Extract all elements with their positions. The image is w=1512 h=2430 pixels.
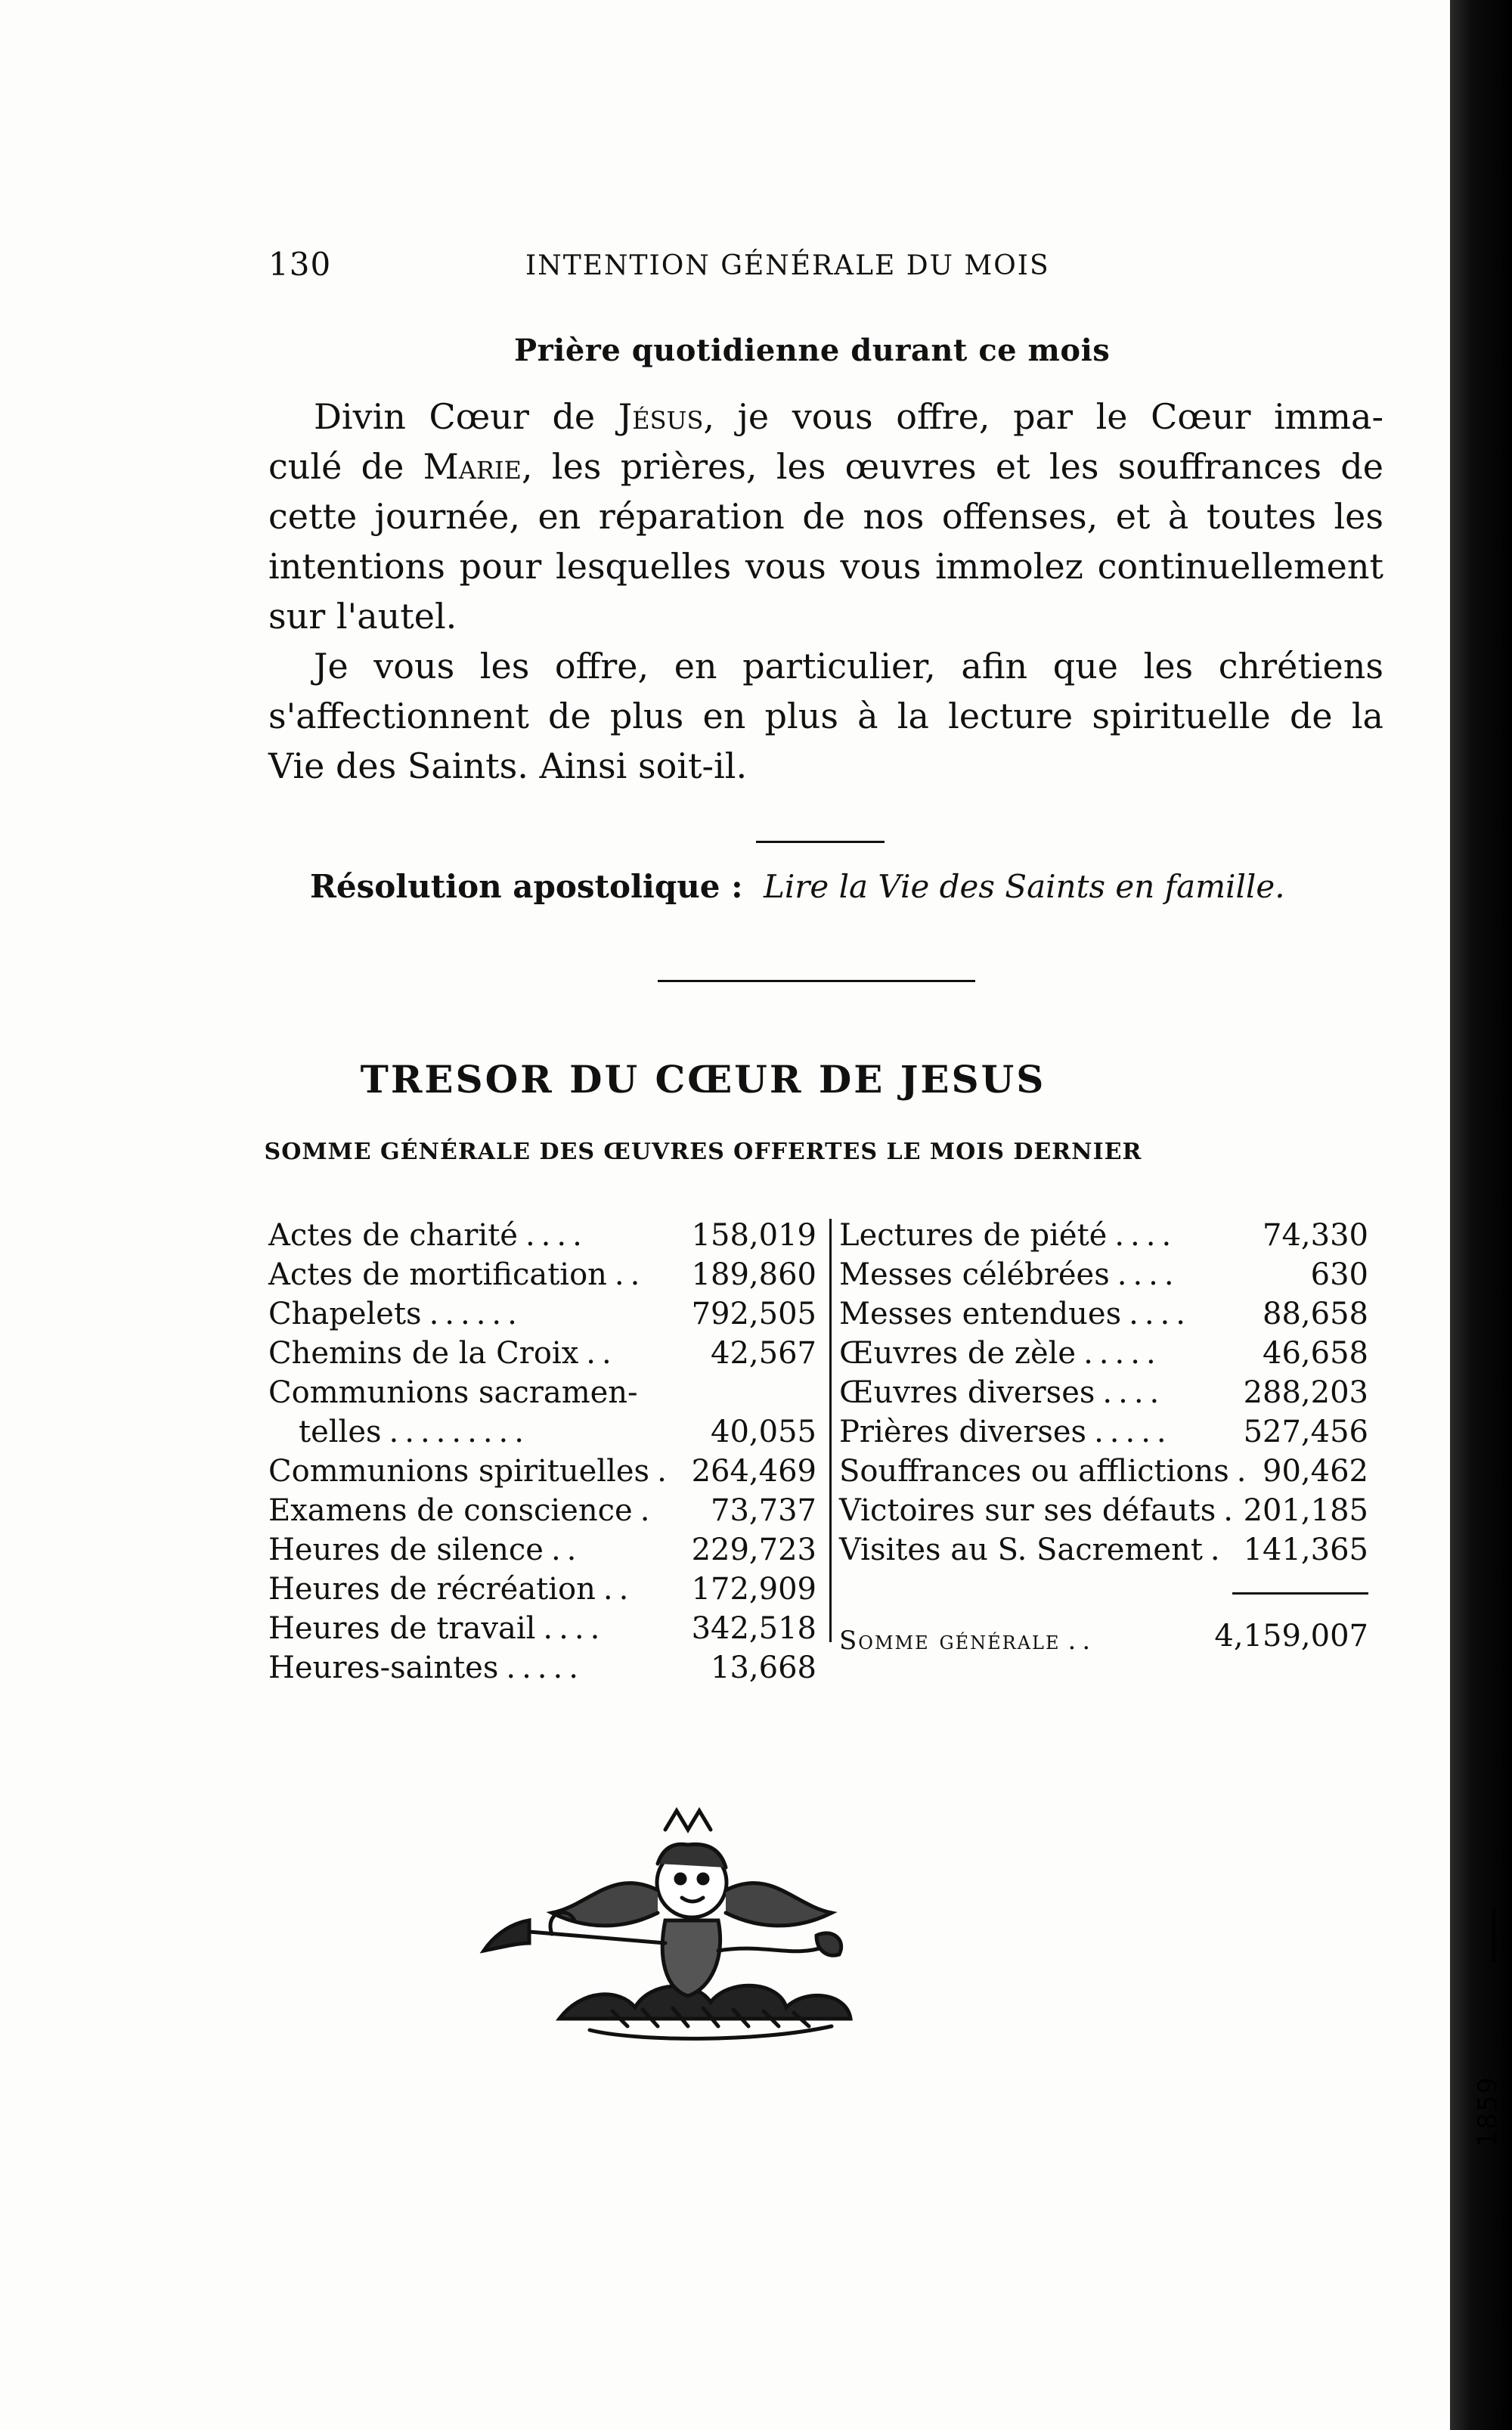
leader-dots: ....	[1102, 1375, 1166, 1410]
resolution-label: Résolution apostolique :	[310, 868, 743, 905]
row-value: 40,055	[711, 1415, 816, 1449]
row-label: Heures de travail ....	[268, 1611, 606, 1646]
row-label: Heures de récréation ..	[268, 1572, 635, 1607]
row-value: 73,737	[711, 1493, 816, 1528]
table-row	[268, 1334, 824, 1373]
table-row	[839, 1255, 1368, 1294]
cherub-vignette	[438, 1799, 968, 2049]
row-value: 527,456	[1243, 1415, 1368, 1449]
row-value: 264,469	[691, 1454, 816, 1489]
table-row	[268, 1216, 824, 1255]
leader-dots: .....	[506, 1650, 584, 1685]
leader-dots: .....	[1083, 1336, 1162, 1371]
leader-dots: ......	[429, 1297, 523, 1331]
prayer-line: Divin Cœur de Jésus, je vous offre, par le Cœur imma-	[314, 396, 1384, 437]
running-title: INTENTION GÉNÉRALE DU MOIS	[525, 250, 1050, 281]
row-value: 42,567	[711, 1336, 816, 1371]
total-rule	[839, 1570, 1368, 1609]
table-row	[839, 1294, 1368, 1334]
edge-mark: 1859	[1473, 2075, 1503, 2147]
row-value: 74,330	[1263, 1218, 1368, 1253]
row-value: 158,019	[691, 1218, 816, 1253]
works-table-left	[268, 1216, 824, 1688]
leader-dots: ....	[1114, 1218, 1178, 1253]
row-value: 342,518	[691, 1611, 816, 1646]
row-label: Chapelets ......	[268, 1297, 523, 1331]
row-label: Communions sacramen-	[268, 1375, 638, 1410]
prayer-line: cette journée, en réparation de nos offenses, et à toutes les	[268, 496, 1383, 537]
row-label: Messes entendues ....	[839, 1297, 1191, 1331]
prayer-line: sur l'autel.	[268, 596, 457, 637]
row-value: 46,658	[1263, 1336, 1368, 1371]
leader-dots: .	[640, 1493, 656, 1528]
table-row	[839, 1334, 1368, 1373]
prayer-line: Je vous les offre, en particulier, afin que les chrétiens	[314, 646, 1383, 687]
row-label: Actes de mortification ..	[268, 1257, 646, 1292]
leader-dots: ..	[586, 1336, 618, 1371]
table-row	[268, 1255, 824, 1294]
table-row	[839, 1452, 1368, 1491]
table-row	[268, 1373, 824, 1412]
row-value: 172,909	[691, 1572, 816, 1607]
treasure-title: TRESOR DU CŒUR DE JESUS	[360, 1057, 1046, 1102]
row-label: Heures de silence ..	[268, 1533, 583, 1567]
row-label: Victoires sur ses défauts .	[839, 1493, 1239, 1528]
page-number: 130	[268, 246, 332, 283]
table-row	[268, 1294, 824, 1334]
leader-dots: .	[1236, 1454, 1253, 1489]
treasure-subtitle: SOMME GÉNÉRALE DES ŒUVRES OFFERTES LE MOIS DERNIER	[264, 1139, 1142, 1165]
leader-dots: ..	[614, 1257, 646, 1292]
row-label: Heures-saintes .....	[268, 1650, 584, 1685]
table-row	[839, 1373, 1368, 1412]
row-label: Somme générale ..	[839, 1626, 1097, 1656]
prayer-line: culé de Marie, les prières, les œuvres et les souffrances de	[268, 446, 1383, 487]
resolution-text: Lire la Vie des Saints en famille.	[763, 868, 1285, 905]
edge-mark-bar	[1492, 1909, 1495, 1962]
leader-dots: .....	[1094, 1415, 1173, 1449]
table-row	[839, 1216, 1368, 1255]
row-value: 90,462	[1263, 1454, 1368, 1489]
row-value: 792,505	[691, 1297, 816, 1331]
leader-dots: ....	[1117, 1257, 1180, 1292]
row-value: 141,365	[1243, 1533, 1368, 1567]
works-table-right	[839, 1216, 1368, 1656]
row-value: 630	[1310, 1257, 1368, 1292]
row-label: Prières diverses .....	[839, 1415, 1173, 1449]
row-label: telles .........	[299, 1415, 530, 1449]
row-label: Œuvres de zèle .....	[839, 1336, 1162, 1371]
table-row	[839, 1412, 1368, 1452]
row-value: 189,860	[691, 1257, 816, 1292]
row-value: 88,658	[1263, 1297, 1368, 1331]
leader-dots: ....	[1129, 1297, 1191, 1331]
prayer-heading: Prière quotidienne durant ce mois	[514, 333, 1111, 368]
row-value: 4,159,007	[1214, 1619, 1368, 1654]
row-value: 288,203	[1243, 1375, 1368, 1410]
row-label: Messes célébrées ....	[839, 1257, 1180, 1292]
prayer-line: Vie des Saints. Ainsi soit-il.	[268, 745, 748, 786]
prayer-paragraph-2	[268, 641, 1383, 791]
leader-dots: .	[1223, 1493, 1239, 1528]
row-label: Œuvres diverses ....	[839, 1375, 1166, 1410]
table-row	[268, 1530, 824, 1570]
table-row	[268, 1412, 824, 1452]
row-value: 229,723	[691, 1533, 816, 1567]
row-label: Communions spirituelles .	[268, 1454, 673, 1489]
resolution	[310, 868, 1285, 905]
leader-dots: .	[1210, 1533, 1226, 1567]
table-row	[268, 1570, 824, 1609]
column-divider	[829, 1219, 832, 1642]
row-label: Actes de charité ....	[268, 1218, 588, 1253]
leader-dots: ..	[1067, 1626, 1097, 1656]
row-label: Visites au S. Sacrement .	[839, 1533, 1226, 1567]
prayer-paragraph-1	[268, 392, 1383, 641]
leader-dots: ....	[525, 1218, 588, 1253]
row-value: 201,185	[1243, 1493, 1368, 1528]
divider-rule	[756, 841, 885, 843]
leader-dots: .........	[389, 1415, 530, 1449]
leader-dots: .	[657, 1454, 673, 1489]
row-label: Examens de conscience .	[268, 1493, 656, 1528]
table-row	[268, 1648, 824, 1688]
table-row	[839, 1530, 1368, 1570]
prayer-line: intentions pour lesquelles vous vous immolez continuellement	[268, 546, 1383, 587]
table-row	[268, 1452, 824, 1491]
row-label: Chemins de la Croix ..	[268, 1336, 618, 1371]
row-value: 13,668	[711, 1650, 816, 1685]
leader-dots: ..	[603, 1572, 635, 1607]
row-label: Souffrances ou afflictions .	[839, 1454, 1253, 1489]
table-row	[839, 1609, 1368, 1656]
leader-dots: ..	[550, 1533, 583, 1567]
section-rule	[658, 980, 975, 982]
table-row	[839, 1491, 1368, 1530]
table-row	[268, 1491, 824, 1530]
prayer-line: s'affectionnent de plus en plus à la lecture spirituelle de la	[268, 696, 1383, 736]
row-label: Lectures de piété ....	[839, 1218, 1178, 1253]
running-head	[268, 246, 1327, 291]
table-row	[268, 1609, 824, 1648]
leader-dots: ....	[543, 1611, 606, 1646]
